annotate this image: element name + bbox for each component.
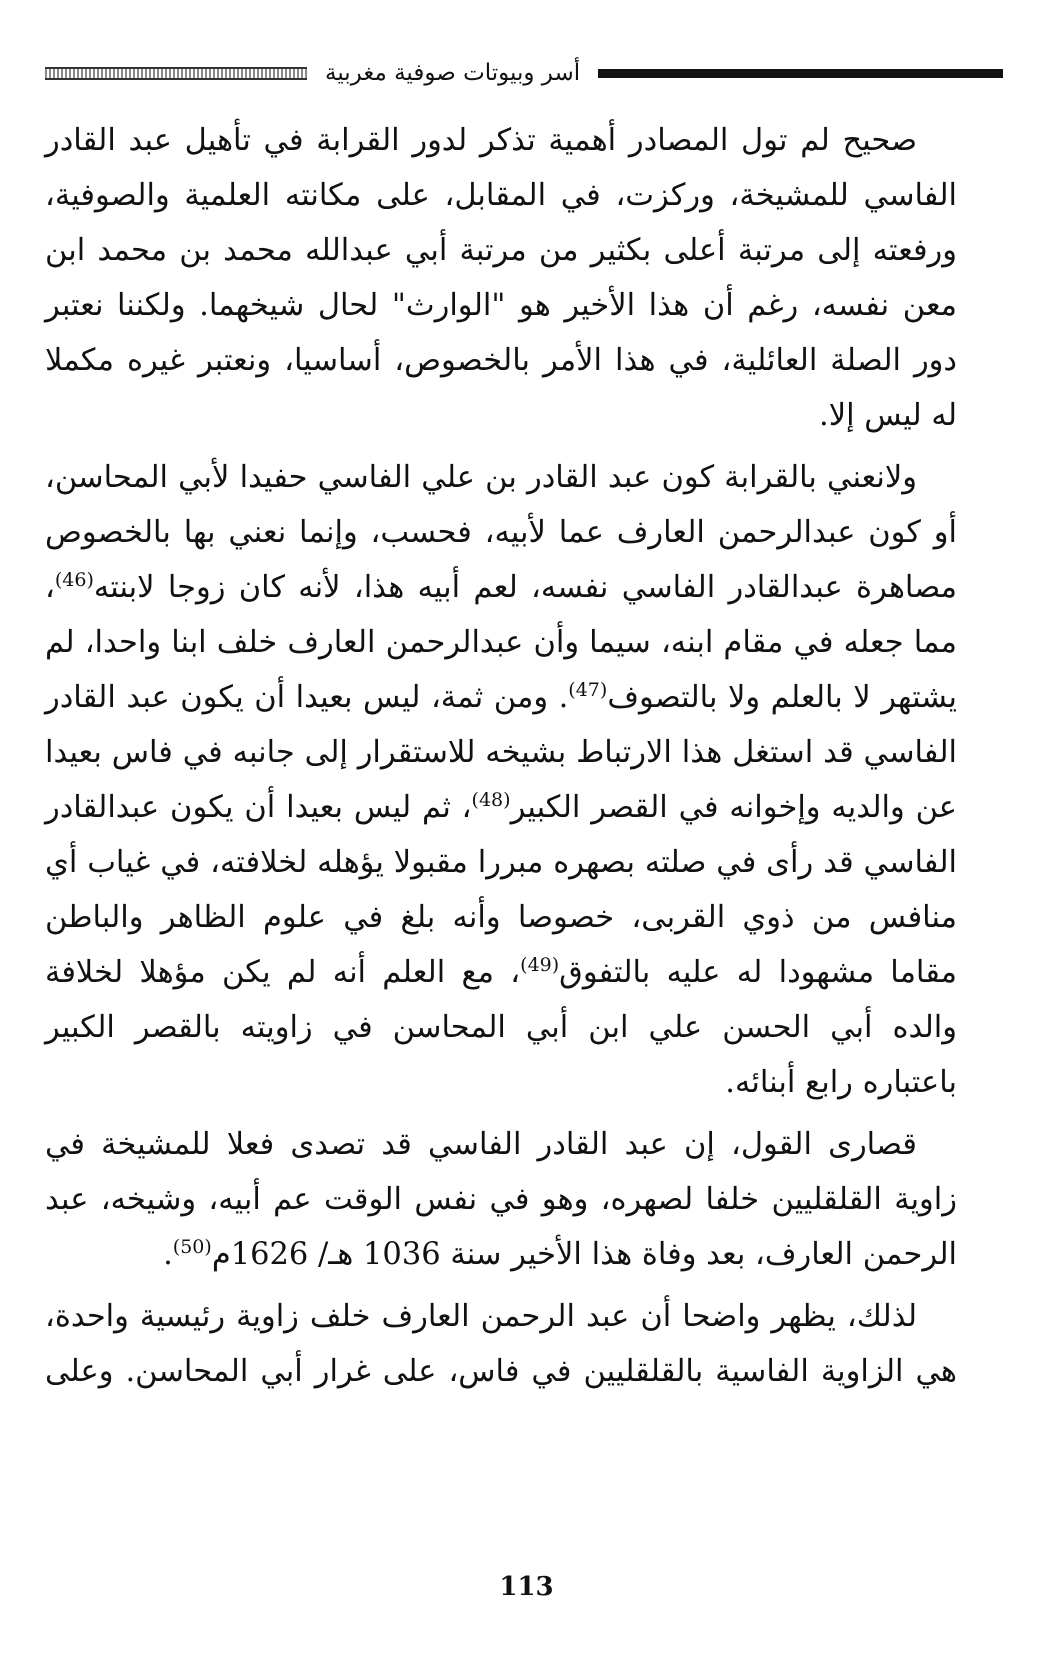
paragraph [45,113,957,443]
paragraph-text: ، ثم ليس بعيدا أن يكون عبدالقادر الفاسي قد رأى في صلته بصهره مبررا مقبولا يؤهله لخلافته، في غياب أي منافس من ذوي القربى، خصوصا وأنه بلغ في علوم الظاهر والباطن مقاما مشهودا له عليه بالتفوق [45,790,957,990]
paragraph-text: . [163,1237,173,1272]
footnote-marker: (50) [172,1235,212,1258]
footnote-marker: (48) [471,788,511,811]
paragraph-text: ، مع العلم أنه لم يكن مؤهلا لخلافة والده أبي الحسن علي ابن أبي المحاسن في زاويته بالقصر الكبير باعتباره رابع أبنائه. [45,955,957,1100]
paragraph [45,1117,957,1282]
paragraph [45,450,957,1110]
running-header [45,56,1003,90]
page-number: 113 [499,1572,554,1602]
running-header-title: أسر وبيوتات صوفية مغربية [325,60,581,86]
header-rule-left [45,67,307,80]
paragraph-text: صحيح لم تول المصادر أهمية تذكر لدور القرابة في تأهيل عبد القادر الفاسي للمشيخة، وركزت، في المقابل، على مكانته العلمية والصوفية، ورفعته إلى مرتبة أعلى بكثير من مرتبة أبي عبدالله محمد بن محمد ابن معن نفسه، رغم أن هذا الأخير هو "الوارث" لحال شيخهما. ولكننا نعتبر دور الصلة العائلية، في هذا الأمر بالخصوص، أساسيا، ونعتبر غيره مكملا له ليس إلا. [45,123,957,433]
body-text [45,113,957,1406]
footnote-marker: (49) [520,953,560,976]
paragraph-text: ولانعني بالقرابة كون عبد القادر بن علي الفاسي حفيدا لأبي المحاسن، أو كون عبدالرحمن العارف عما لأبيه، فحسب، وإنما نعني بها بالخصوص مصاهرة عبدالقادر الفاسي نفسه، لعم أبيه هذا، لأنه كان زوجا لابنته [45,460,957,605]
paragraph-text: ، مما جعله في مقام ابنه، سيما وأن عبدالرحمن العارف خلف ابنا واحدا، لم يشتهر لا بالعلم ولا بالتصوف [45,570,957,715]
paragraph-text: قصارى القول، إن عبد القادر الفاسي قد تصدى فعلا للمشيخة في زاوية القلقليين خلفا لصهره، وهو في نفس الوقت عم أبيه، وشيخه، عبد الرحمن العارف، بعد وفاة هذا الأخير سنة 1036 هـ/ 1626م [45,1127,957,1272]
footnote-marker: (47) [568,678,608,701]
paragraph-text: . ومن ثمة، ليس بعيدا أن يكون عبد القادر الفاسي قد استغل هذا الارتباط بشيخه للاستقرار إلى جانبه في فاس بعيدا عن والديه وإخوانه في القصر الكبير [45,680,957,825]
paragraph [45,1289,957,1399]
footnote-marker: (46) [54,568,94,591]
paragraph-text: لذلك، يظهر واضحا أن عبد الرحمن العارف خلف زاوية رئيسية واحدة، هي الزاوية الفاسية بالقلقليين في فاس، على غرار أبي المحاسن. وعلى [45,1299,957,1389]
header-rule-right [598,69,1003,78]
